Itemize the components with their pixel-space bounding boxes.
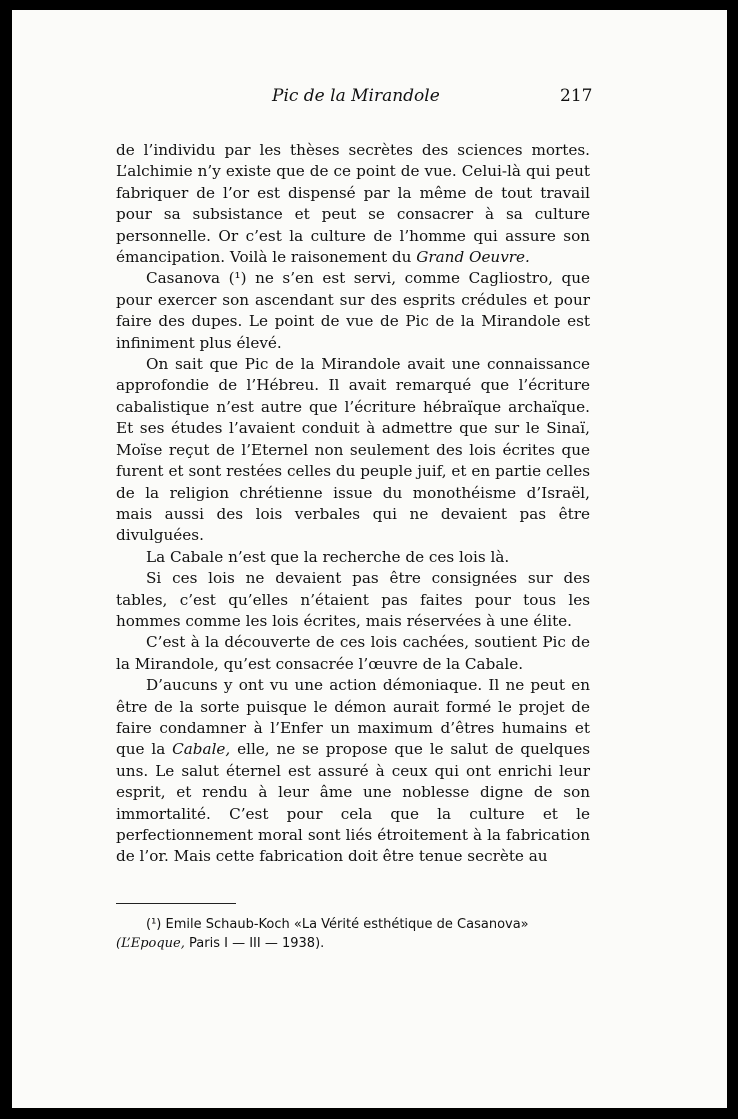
paragraph-1 [116,140,590,268]
paragraph-4: La Cabale n’est que la recherche de ces lois là. [146,547,510,566]
body-text [116,140,590,868]
page-number: 217 [560,86,593,106]
cabale-italic: Cabale, [172,740,231,759]
footnote-text: Emile Schaub-Koch «La Vérité esthétique de Casanova» [165,917,529,932]
running-title: Pic de la Mirandole [272,86,440,106]
book-page [12,10,727,1108]
running-header [12,86,727,110]
paragraph-7-text-b: elle, ne se propose que le salut de quelques uns. Le salut éternel est assuré à ceux qui ont enrichi leur esprit, et rendu à leur âme une noblesse digne de son immortalité. C’est pour cela que la culture et le perfectionnement moral sont liés étroitement à la fabrication de l’or. Mais cette fabrication doit être tenue secrète au [116,740,591,866]
paragraph-5: Si ces lois ne devaient pas être consignées sur des tables, c’est qu’elles n’étaient pas faites pour tous les hommes comme les lois écrites, mais réservées à une élite. [116,569,590,630]
footnote-1 [116,915,590,953]
paragraph-7 [116,675,590,868]
paragraph-3: On sait que Pic de la Mirandole avait une connaissance approfondie de l’Hébreu. Il avait remarqué que l’écriture cabalistique n’est autre que l’écriture hébraïque archaïque. Et ses études l’avaient conduit à admettre que sur le Sinaï, Moïse reçut de l’Eternel non seulement des lois écrites que furent et sont restées celles du peuple juif, et en partie celles de la religion chrétienne issue du monothéisme d’Israël, mais aussi des lois verbales qui ne devaient pas être divulguées. [116,355,590,545]
footnote-divider [116,903,236,904]
footnote-marker: (¹) [146,917,162,932]
paragraph-7-text-a: D’aucuns y ont vu une action démoniaque. Il ne peut en être de la sorte puisque le démon aurait formé le projet de faire condamner à l’Enfer un maximum d’êtres humains et que la [116,676,590,759]
footnotes [116,915,590,953]
grand-oeuvre-italic: Grand Oeuvre. [416,248,530,267]
paragraph-1-text: de l’individu par les thèses secrètes des sciences mortes. L’alchimie n’y existe que de ce point de vue. Celui-là qui peut fabriquer de l’or est dispensé par la même de tout travail pour sa subsistance et peut se consacrer à sa culture personnelle. Or c’est la culture de l’homme qui assure son émancipation. Voilà le raisonement du [116,141,590,267]
paragraph-6: C’est à la découverte de ces lois cachées, soutient Pic de la Mirandole, qu’est consacrée l’œuvre de la Cabale. [116,633,590,673]
footnote-source: (L’Epoque, [116,936,185,951]
footnote-source-rest: Paris I — III — 1938). [189,936,325,951]
paragraph-2: Casanova (¹) ne s’en est servi, comme Cagliostro, que pour exercer son ascendant sur des esprits crédules et pour faire des dupes. Le point de vue de Pic de la Mirandole est infiniment plus élevé. [116,269,590,352]
